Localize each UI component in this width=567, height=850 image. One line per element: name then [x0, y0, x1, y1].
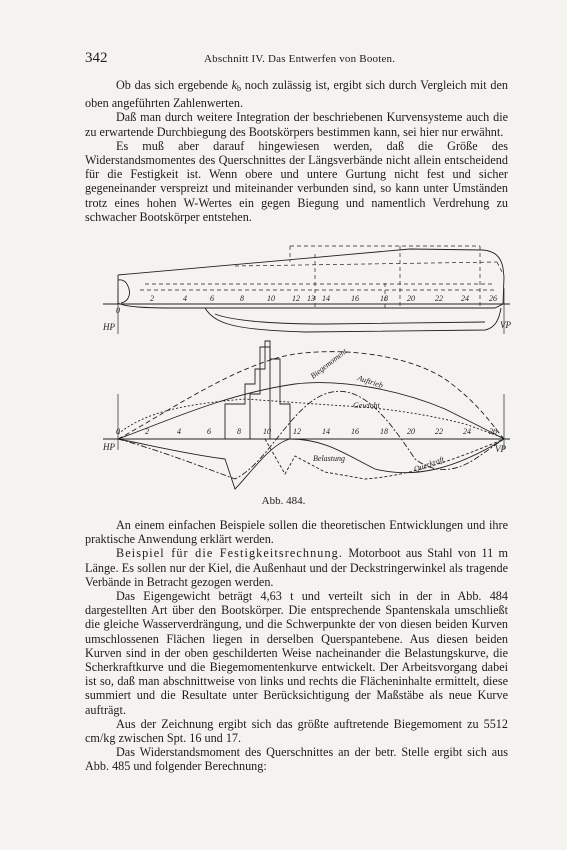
label-auftrieb: Auftrieb [356, 373, 385, 391]
belastung-curve [118, 439, 504, 489]
top-tick-22: 22 [435, 294, 443, 303]
top-tick-2: 2 [150, 294, 154, 303]
boat-profile [118, 249, 504, 332]
paragraph-beispiel-intro: An einem einfachen Beispiele sollen die theoretischen Entwicklungen und ihre praktische Anwendung erklärt werden. [85, 518, 508, 547]
bottom-tick-0: 0 [116, 427, 120, 436]
top-tick-12: 12 [292, 294, 300, 303]
top-tick-8: 8 [240, 294, 244, 303]
page-header [85, 50, 505, 68]
bottom-tick-12: 12 [293, 427, 301, 436]
vp-label-upper: VP [500, 320, 511, 330]
page-number: 342 [85, 50, 108, 66]
label-gewicht: Gewicht [353, 401, 380, 410]
running-head: Abschnitt IV. Das Entwerfen von Booten. [204, 53, 396, 65]
top-tick-13: 13 [307, 294, 315, 303]
biegemoment-curve [118, 352, 504, 439]
top-tick-26: 26 [489, 294, 497, 303]
auftrieb-curve [118, 383, 504, 439]
paragraph-beispiel: Beispiel für die Festigkeitsrechnung. Motorboot aus Stahl von 11 m Länge. Es sollen nur der Kiel, die Außenhaut und der Deckstringerwinkel als tragende Verbände in Betracht gezogen werden. [85, 546, 509, 589]
paragraph-eigengewicht: Das Eigengewicht beträgt 4,63 t und verteilt sich in der in Abb. 484 dargestellten Art über den Bootskörper. Die entsprechende Spantenskala umschließt die gleiche Wasserverdrängung, und die Schwerpunkte der von diesen beiden Kurven umschlossenen Flächen liegen in derselben Querspantebene. Aus diesen beiden Kurven sind in der oben geschilderten Weise nacheinander die Belastungskurve, die Scherkraftkurve und die Biegemomentenkurve entwickelt. Der Arbeitsvorgang dabei ist so, daß man abschnittweise von links und rechts die Flächeninhalte ermittelt, diese summiert und die Resultate unter Berücksichtigung der Maßstäbe als neue Kurve aufträgt. [85, 589, 508, 717]
bottom-tick-10: 10 [263, 427, 271, 436]
bottom-tick-4: 4 [177, 427, 181, 436]
gewicht-curve [118, 399, 504, 438]
top-tick-10: 10 [267, 294, 275, 303]
top-tick-14: 14 [322, 294, 330, 303]
paragraph-durchbiegung: Daß man durch weitere Integration der beschriebenen Kurvensysteme auch die zu erwartende Durchbiegung des Bootskörpers bestimmen kann, sei hier nur erwähnt. [85, 110, 508, 139]
paragraph-festigkeit: Es muß aber darauf hingewiesen werden, daß die Größe des Widerstandsmomentes des Querschnittes der Längsverbände nicht allein entscheidend für die Festigkeit ist. Wenn obere und untere Gurtung nicht fest und sicher gegeneinander verspreizt und miteinander verbunden sind, so kann unter Umständen trotz eines hohen W-Wertes ein gegen Biegung und namentlich Verdrehung zu schwacher Bootskörper entstehen. [85, 138, 508, 224]
bottom-tick-16: 16 [351, 427, 359, 436]
figure-484 [85, 244, 515, 506]
top-tick-0: 0 [116, 306, 120, 315]
top-tick-6: 6 [210, 294, 214, 303]
lower-text [85, 518, 508, 774]
figure-caption: Abb. 484. [261, 495, 306, 507]
top-tick-4: 4 [183, 294, 187, 303]
weight-steps [225, 341, 290, 439]
label-querkraft: Querkraft [412, 454, 446, 474]
bottom-tick-22: 22 [435, 427, 443, 436]
paragraph-kb: Ob das sich ergebende $k_b$ noch zulässig ist, ergibt sich durch Vergleich mit den oben angeführten Zahlenwerten. [85, 78, 508, 111]
hp-label-lower: HP [103, 442, 115, 452]
hp-label-upper: HP [103, 322, 115, 332]
upper-text [85, 78, 508, 224]
top-tick-24: 24 [461, 294, 469, 303]
bottom-tick-20: 20 [407, 427, 415, 436]
vp-label-lower: VP [495, 444, 506, 454]
bottom-tick-18: 18 [380, 427, 388, 436]
label-belastung: Belastung [313, 454, 345, 463]
top-tick-16: 16 [351, 294, 359, 303]
belastung-curve-2 [265, 439, 504, 479]
bottom-tick-8: 8 [237, 427, 241, 436]
strength-diagram [85, 244, 515, 506]
bottom-tick-14: 14 [322, 427, 330, 436]
paragraph-biegemoment: Aus der Zeichnung ergibt sich das größte auftretende Biegemoment zu 5512 cm/kg zwischen Spt. 16 und 17. [85, 716, 508, 746]
top-tick-18: 18 [380, 294, 388, 303]
paragraph-widerstandsmoment: Das Widerstandsmoment des Querschnittes an der betr. Stelle ergibt sich aus Abb. 485 und folgender Berechnung: [85, 745, 508, 774]
top-tick-20: 20 [407, 294, 415, 303]
bottom-tick-26: 26 [489, 427, 497, 436]
label-biegemoment: Biegemoment [308, 346, 349, 381]
bottom-tick-2: 2 [145, 427, 149, 436]
bottom-tick-24: 24 [463, 427, 471, 436]
bottom-tick-6: 6 [207, 427, 211, 436]
